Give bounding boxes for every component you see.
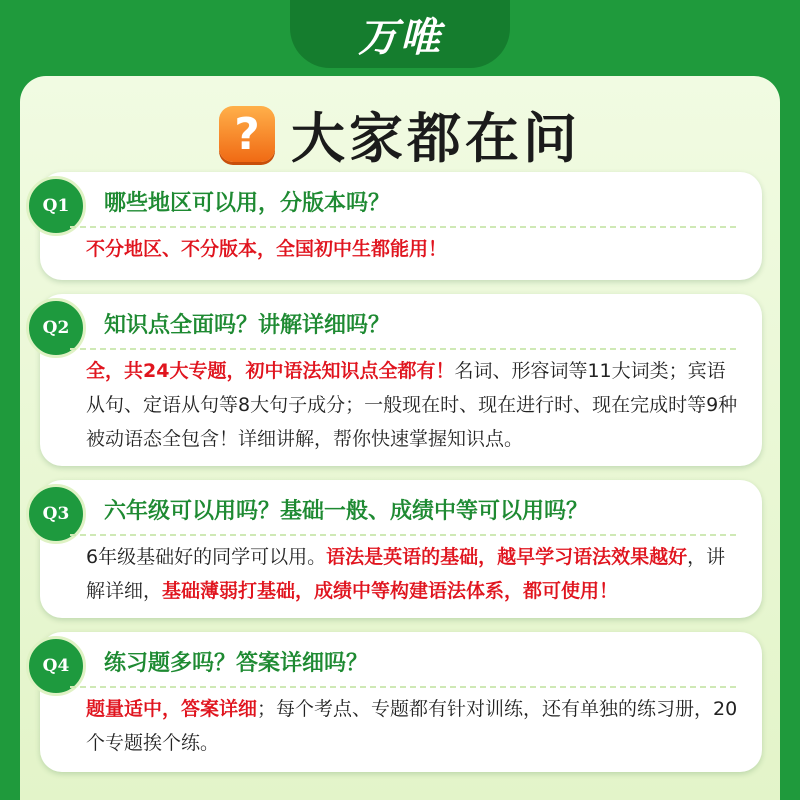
brand-logo: 万唯	[358, 14, 442, 61]
q2-question: 知识点全面吗？讲解详细吗？	[104, 313, 391, 338]
faq-panel	[20, 76, 780, 800]
q1-badge: Q1	[26, 176, 86, 236]
q4-answer	[86, 692, 738, 760]
q3-question: 六年级可以用吗？基础一般、成绩中等可以用吗？	[104, 499, 589, 524]
faq-card-q2	[40, 294, 762, 466]
faq-card-q4	[40, 632, 762, 772]
q3-answer-part: 基础薄弱打基础，成绩中等构建语法体系，都可使用！	[162, 580, 619, 602]
divider	[70, 686, 736, 688]
q3-answer-part: 6年级基础好的同学可以用。	[86, 546, 327, 568]
question-mark-icon: ?	[219, 106, 275, 162]
q3-answer-part: ，讲解详细，	[86, 546, 726, 602]
q3-answer-part: 语法是英语的基础，越早学习语法效果越好	[326, 546, 688, 568]
q2-answer-part: 全，共24大专题，初中语法知识点全都有！	[86, 360, 455, 382]
q1-question: 哪些地区可以用，分版本吗？	[104, 191, 391, 216]
q1-answer-part: 不分地区、不分版本，全国初中生都能用！	[86, 238, 448, 260]
faq-card-q1	[40, 172, 762, 280]
q3-answer	[86, 540, 738, 608]
q4-answer-part: ；每个考点、专题都有针对训练，还有单独的练习册，20个专题挨个练。	[86, 698, 738, 754]
q4-question: 练习题多吗？答案详细吗？	[104, 651, 369, 676]
q3-badge: Q3	[26, 484, 86, 544]
header	[20, 96, 780, 172]
q2-answer-part: 名词、形容词等11大词类；宾语从句、定语从句等8大句子成分；一般现在时、现在进行时、现在完成时等9种被动语态全包含！详细讲解，帮你快速掌握知识点。	[86, 360, 738, 450]
divider	[70, 226, 736, 228]
q2-badge: Q2	[26, 298, 86, 358]
q1-answer	[86, 232, 738, 266]
page-title: 大家都在问	[291, 106, 581, 170]
q4-badge: Q4	[26, 636, 86, 696]
q4-answer-part: 题量适中，答案详细	[86, 698, 258, 720]
faq-card-q3	[40, 480, 762, 618]
divider	[70, 348, 736, 350]
q2-answer	[86, 354, 738, 456]
divider	[70, 534, 736, 536]
brand-tab	[290, 0, 510, 68]
